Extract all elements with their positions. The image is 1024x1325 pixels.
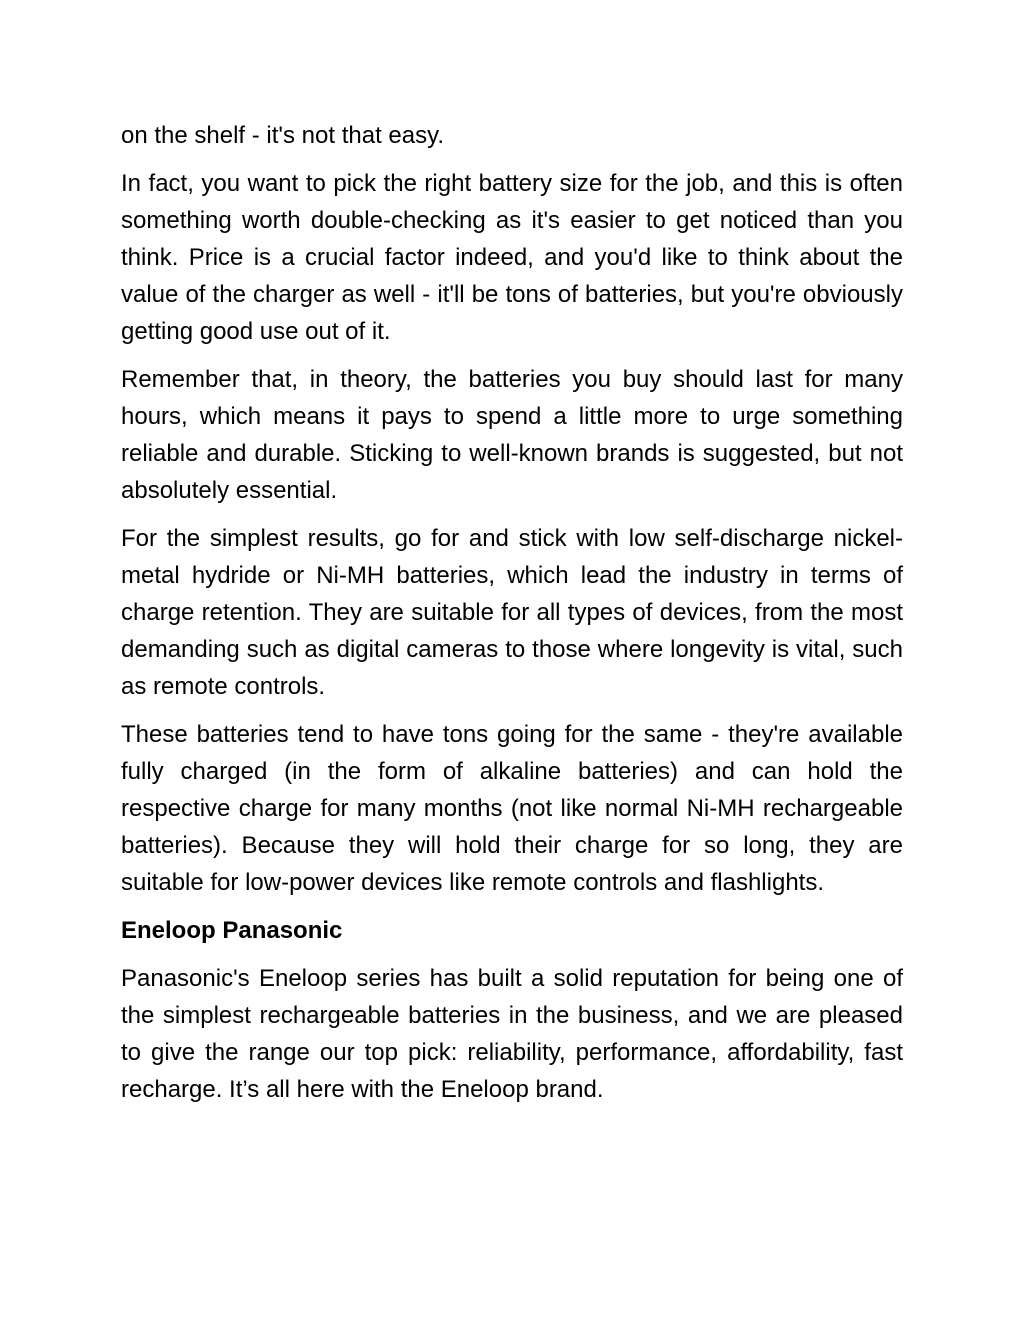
paragraph-lifespan: Remember that, in theory, the batteries you buy should last for many hours, which means it pays to spend a little more to urge something reliable and durable. Sticking to well-known brands is suggested, but not absolutely essential. [121,366,903,504]
paragraph-charge-retention: These batteries tend to have tons going for the same - they're available fully charged (in the form of alkaline batteries) and can hold the respective charge for many months (not like normal Ni-MH rechargeable batteries). Because they will hold their charge for so long, they are suitable for low-power devices like remote controls and flashlights. [121,721,903,896]
section-heading: Eneloop Panasonic [121,917,343,944]
paragraph-shelf: on the shelf - it's not that easy. [121,122,444,149]
paragraph-eneloop: Panasonic's Eneloop series has built a solid reputation for being one of the simplest rechargeable batteries in the business, and we are pleased to give the range our top pick: reliability, performance, affordability, fast recharge. It’s all here with the Eneloop brand. [121,965,903,1103]
paragraph-battery-size: In fact, you want to pick the right battery size for the job, and this is often something worth double-checking as it's easier to get noticed than you think. Price is a crucial factor indeed, and you'd like to think about the value of the charger as well - it'll be tons of batteries, but you're obviously getting good use out of it. [121,170,903,345]
paragraph-nimh: For the simplest results, go for and stick with low self-discharge nickel-metal hydride or Ni-MH batteries, which lead the industry in terms of charge retention. They are suitable for all types of devices, from the most demanding such as digital cameras to those where longevity is vital, such as remote controls. [121,525,903,700]
document-page [121,117,903,1119]
